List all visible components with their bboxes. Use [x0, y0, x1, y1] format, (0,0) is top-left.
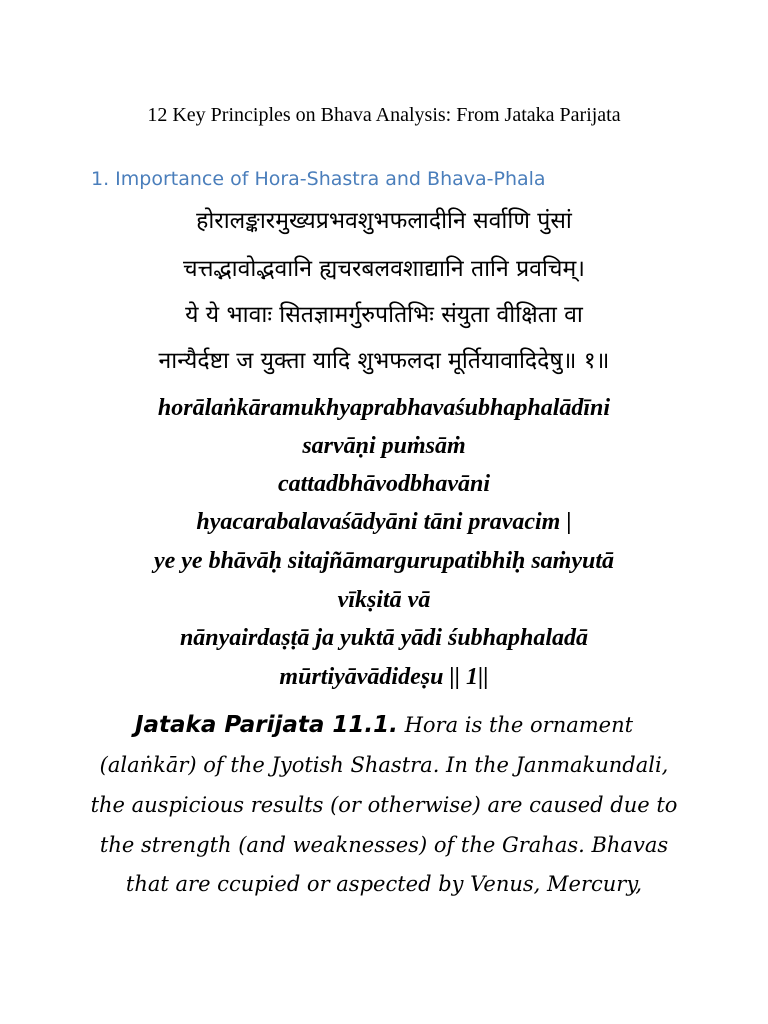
document-title: 12 Key Principles on Bhava Analysis: From Jataka Parijata [147, 104, 621, 126]
sanskrit-line-3: ये ये भावाः सितज्ञामर्गुरुपतिभिः संयुता वीक्षिता वा [185, 302, 583, 328]
transliteration-line-6: vīkṣitā vā [337, 587, 431, 613]
translation-line-3: the auspicious results (or otherwise) are caused due to [90, 793, 678, 817]
transliteration-line-5: ye ye bhāvāḥ sitajñāmargurupatibhiḥ saṁyutā [153, 548, 615, 574]
translation-line-4: the strength (and weaknesses) of the Grahas. Bhavas [99, 833, 669, 857]
translation-line-2: (alaṅkār) of the Jyotish Shastra. In the Janmakundali, [99, 753, 669, 777]
transliteration-line-8: mūrtiyāvādideṣu || 1|| [279, 664, 489, 690]
translation-line-5: that are ccupied or aspected by Venus, Mercury, [125, 872, 643, 896]
sanskrit-line-2: चत्तद्भावोद्भवानि ह्यचरबलवशाद्यानि तानि प्रवचिम्। [183, 256, 585, 282]
translation-first-line [0, 712, 768, 738]
transliteration-line-2: sarvāṇi puṁsāṁ [302, 433, 466, 459]
transliteration-line-4: hyacarabalavaśādyāni tāni pravacim | [196, 509, 572, 535]
sanskrit-line-1: होरालङ्कारमुख्यप्रभवशुभफलादीनि सर्वाणि पुंसां [196, 208, 572, 234]
sanskrit-line-4: नान्यैर्दष्टा ज युक्ता यादि शुभफलदा मूर्तियावादिदेषु॥ १॥ [158, 348, 610, 374]
section-heading: 1. Importance of Hora-Shastra and Bhava-Phala [91, 168, 546, 190]
transliteration-line-7: nānyairdaṣṭā ja yuktā yādi śubhaphaladā [179, 625, 589, 651]
transliteration-line-1: horālaṅkāramukhyaprabhavaśubhaphalādīni [157, 395, 611, 421]
translation-first-line-text: Hora is the ornament [404, 713, 634, 737]
transliteration-line-3: cattadbhāvodbhavāni [277, 471, 490, 497]
verse-reference: Jataka Parijata 11.1. [134, 712, 398, 738]
